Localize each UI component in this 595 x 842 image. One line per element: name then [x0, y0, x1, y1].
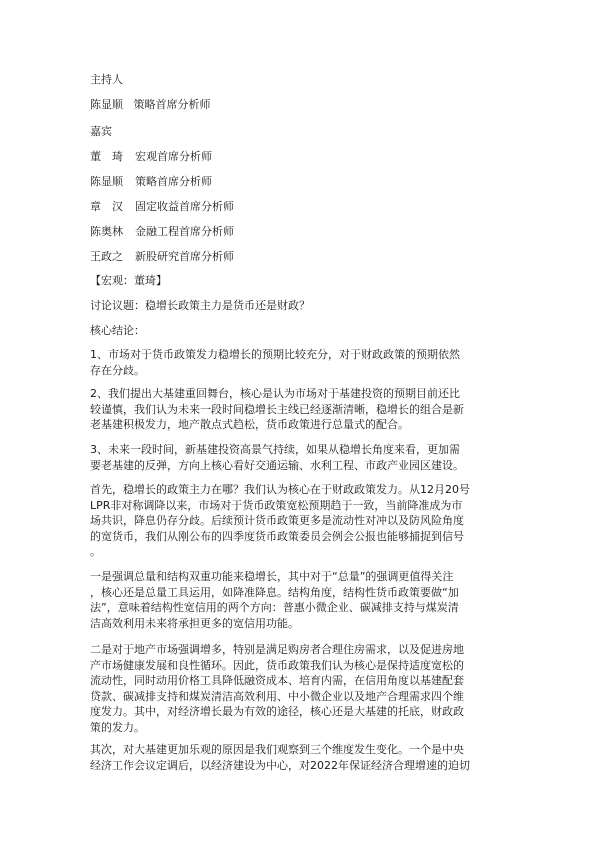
body-paragraph — [90, 569, 510, 631]
text-line: 首先，稳增长的政策主力在哪？我们认为核心在于财政政策发力。从12月20号 — [90, 483, 470, 496]
text-line: 2、我们提出大基建重回舞台，核心是认为市场对于基建投资的预期目前还比 — [90, 387, 460, 400]
body-paragraph — [90, 642, 510, 735]
host-heading: 主持人 — [90, 73, 123, 86]
host-row — [90, 97, 510, 112]
guest-row — [90, 249, 510, 264]
section-tag: 【宏观：董琦】 — [90, 274, 167, 287]
text-line: ，核心还是总量工具运用，如降准降息。结构角度，结构性货币政策要做“加 — [90, 585, 459, 599]
text-line: 其次，对大基建更加乐观的原因是我们观察到三个维度发生变化。一个是中央 — [90, 743, 464, 756]
text-line: 经济工作会议定调后，以经济建设为中心，对2022年保证经济合理增速的迫切 — [90, 758, 470, 772]
guest-name: 王政之 — [90, 250, 123, 263]
guest-row — [90, 224, 510, 239]
guest-name: 陈奥林 — [90, 225, 123, 238]
text-line: 要老基建的反弹，方向上核心看好交通运输、水利工程、市政产业园区建设。 — [90, 458, 464, 472]
text-line: 二是对于地产市场强调增多，特别是满足购房者合理住房需求，以及促进房地 — [90, 643, 464, 656]
guest-title: 新股研究首席分析师 — [135, 250, 234, 263]
text-line: 。 — [90, 545, 101, 558]
text-line: 场共识，降息仍存分歧。后续预计货币政策更多是流动性对冲以及防风险角度 — [90, 514, 464, 527]
guest-row — [90, 199, 510, 214]
guest-name: 董 琦 — [90, 150, 123, 163]
text-line: 贷款、碳减排支持和煤炭清洁高效利用、中小微企业以及地产合理需求四个维 — [90, 689, 464, 703]
text-line: 度发力。其中，对经济增长最为有效的途径，核心还是大基建的托底，财政政 — [90, 705, 464, 718]
text-line: LPR非对称调降以来，市场对于货币政策宽松预期趋于一致，当前降准成为市 — [90, 498, 463, 512]
body-paragraph — [90, 482, 510, 560]
body-paragraph — [90, 742, 510, 773]
guest-title: 宏观首席分析师 — [135, 150, 212, 163]
host-title: 策略首席分析师 — [133, 98, 211, 111]
guest-title: 策略首席分析师 — [135, 175, 212, 188]
topic: 讨论议题：稳增长政策主力是货币还是财政？ — [90, 299, 310, 312]
text-line: 老基建积极发力，地产散点式趋松，货币政策进行总量式的配合。 — [90, 418, 409, 431]
text-line: 的宽货币，我们从刚公布的四季度货币政策委员会例会公报也能够捕捉到信号 — [90, 529, 464, 543]
guest-name: 陈显顺 — [90, 175, 123, 188]
conclusion-heading: 核心结论： — [90, 324, 145, 337]
text-line: 较谨慎，我们认为未来一段时间稳增长主线已经逐渐清晰，稳增长的组合是新 — [90, 402, 464, 416]
text-line: 1、市场对于货币政策发力稳增长的预期比较充分，对于财政政策的预期依然 — [90, 348, 460, 361]
text-line: 3、未来一段时间，新基建投资高景气持续，如果从稳增长角度来看，更加需 — [90, 443, 460, 456]
guest-heading: 嘉宾 — [90, 125, 112, 138]
guest-name: 章 汉 — [90, 200, 123, 213]
conclusion-item — [90, 347, 510, 378]
conclusion-item — [90, 386, 510, 433]
text-line: 一是强调总量和结构双重功能来稳增长，其中对于“总量”的强调更值得关注 — [90, 570, 454, 583]
text-line: 策的发力。 — [90, 720, 145, 734]
text-line: 洁高效利用未来将承担更多的宽信用功能。 — [90, 616, 299, 630]
text-line: 流动性，同时动用价格工具降低融资成本、培育内需，在信用角度以基建配套 — [90, 674, 464, 687]
text-line: 产市场健康发展和良性循环。因此，货币政策我们认为核心是保持适度宽松的 — [90, 658, 464, 672]
guest-title: 固定收益首席分析师 — [135, 200, 234, 213]
guest-row — [90, 174, 510, 189]
host-name: 陈显顺 — [90, 98, 123, 111]
guest-title: 金融工程首席分析师 — [135, 225, 234, 238]
text-line: 存在分歧。 — [90, 363, 145, 377]
text-line: 法”，意味着结构性宽信用的两个方向：普惠小微企业、碳减排支持与煤炭清 — [90, 601, 459, 614]
guest-row — [90, 149, 510, 164]
conclusion-item — [90, 442, 510, 473]
